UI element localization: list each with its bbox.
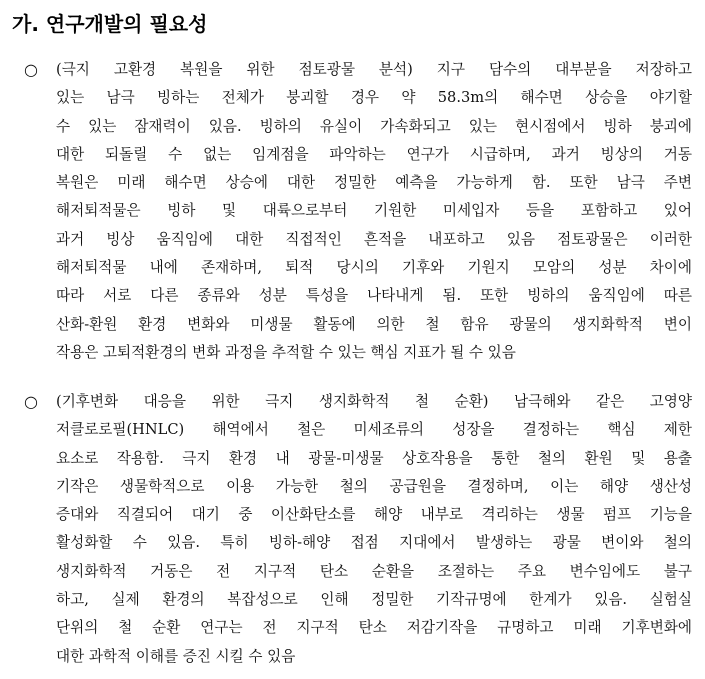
- paragraph-line: 작용은 고퇴적환경의 변화 과정을 추적할 수 있는 핵심 지표가 될 수 있음: [56, 343, 516, 361]
- paragraph-line: 증대와 직결되어 대기 중 이산화탄소를 해양 내부로 격리하는 생물 펌프 기능을: [56, 506, 692, 524]
- paragraph-line: 수 있는 잠재력이 있음. 빙하의 유실이 가속화되고 있는 현시점에서 빙하 붕괴에: [56, 117, 692, 135]
- paragraph-line: 생지화학적 거동은 전 지구적 탄소 순환을 조절하는 주요 변수임에도 불구: [56, 562, 692, 580]
- paragraph-line: 복원은 미래 해수면 상승에 대한 정밀한 예측을 가능하게 함. 또한 남극 주변: [56, 174, 692, 192]
- paragraph-line: 대한 과학적 이해를 증진 시킬 수 있음: [56, 647, 296, 665]
- paragraph-line: 단위의 철 순환 연구는 전 지구적 탄소 저감기작을 규명하고 미래 기후변화에: [56, 619, 692, 637]
- paragraph-line: (기후변화 대응을 위한 극지 생지화학적 철 순환) 남극해와 같은 고영양: [56, 393, 692, 410]
- paragraph-line: 산화-환원 환경 변화와 미생물 활동에 의한 철 함유 광물의 생지화학적 변이: [56, 315, 692, 333]
- paragraph-line: 저클로로필(HNLC) 해역에서 철은 미세조류의 성장을 결정하는 핵심 제한: [56, 421, 692, 439]
- bullet-icon: ○: [24, 60, 38, 79]
- paragraph-line: 대한 되돌릴 수 없는 임계점을 파악하는 연구가 시급하며, 과거 빙상의 거동: [56, 145, 692, 163]
- paragraph-line: 활성화할 수 있음. 특히 빙하-해양 접점 지대에서 발생하는 광물 변이와 철의: [56, 534, 692, 552]
- paragraph-line: 해저퇴적물 내에 존재하며, 퇴적 당시의 기후와 기원지 모암의 성분 차이에: [56, 259, 692, 277]
- paragraph-line: 있는 남극 빙하는 전체가 붕괴할 경우 약 58.3m의 해수면 상승을 야기할: [56, 89, 692, 107]
- paragraph-line: 따라 서로 다른 종류와 성분 특성을 나타내게 됨. 또한 빙하의 움직임에 따른: [56, 287, 692, 305]
- section-heading: 가. 연구개발의 필요성: [12, 12, 208, 36]
- paragraph-line: 해저퇴적물은 빙하 및 대륙으로부터 기원한 미세입자 등을 포함하고 있어: [56, 202, 692, 220]
- paragraph-line: 요소로 작용함. 극지 환경 내 광물-미생물 상호작용을 통한 철의 환원 및 용출: [56, 449, 692, 467]
- paragraph-line: 과거 빙상 움직임에 대한 직접적인 흔적을 내포하고 있음 점토광물은 이러한: [56, 230, 692, 248]
- paragraph-line: (극지 고환경 복원을 위한 점토광물 분석) 지구 담수의 대부분을 저장하고: [56, 61, 692, 78]
- paragraph-line: 하고, 실제 환경의 복잡성으로 인해 정밀한 기작규명에 한계가 있음. 실험실: [56, 591, 692, 609]
- paragraph-line: 기작은 생물학적으로 이용 가능한 철의 공급원을 결정하며, 이는 해양 생산성: [56, 477, 692, 495]
- paragraph-clay-minerals: [56, 56, 692, 367]
- bullet-icon: ○: [24, 392, 38, 411]
- paragraph-iron-cycle: [56, 388, 692, 671]
